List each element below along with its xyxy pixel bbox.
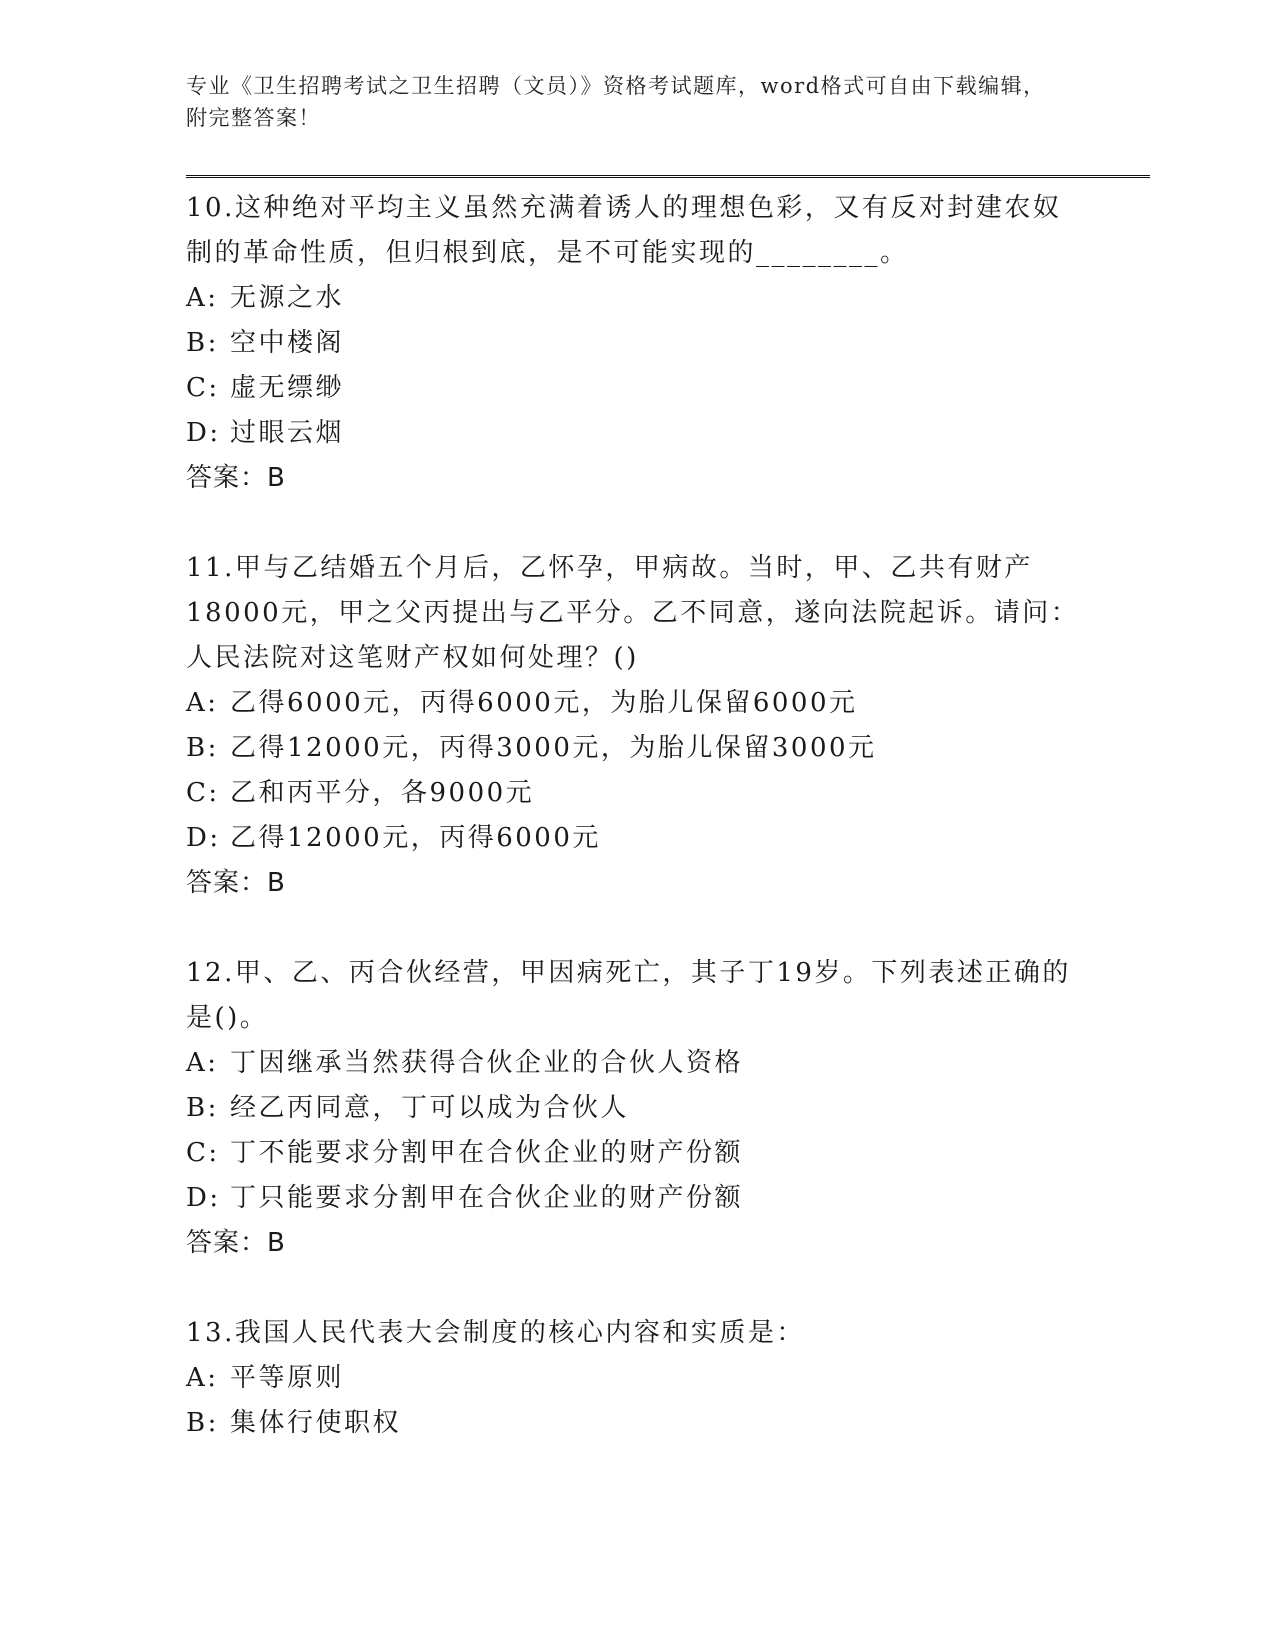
- option-letter: D:: [186, 823, 221, 853]
- option-letter: B:: [186, 1408, 219, 1438]
- option-a: [186, 1041, 1086, 1086]
- option-text: 乙和丙平分，各9000元: [230, 778, 535, 808]
- question-stem: 13.我国人民代表大会制度的核心内容和实质是：: [186, 1318, 805, 1348]
- option-a: [186, 681, 1086, 726]
- question-stem: 11.甲与乙结婚五个月后，乙怀孕，甲病故。当时，甲、乙共有财产18000元，甲之父丙提出与乙平分。乙不同意，遂向法院起诉。请问：人民法院对这笔财产权如何处理？(): [186, 553, 1080, 673]
- question-list: [186, 186, 1086, 1491]
- question-10: [186, 186, 1086, 501]
- answer-value: B: [267, 463, 286, 493]
- option-letter: C:: [186, 1138, 220, 1168]
- answer-line: [186, 456, 1086, 501]
- answer-value: B: [267, 1228, 286, 1258]
- answer-label: 答案：: [186, 868, 268, 898]
- option-text: 乙得12000元，丙得3000元，为胎儿保留3000元: [230, 733, 877, 763]
- answer-label: 答案：: [186, 463, 268, 493]
- option-text: 平等原则: [230, 1363, 345, 1393]
- option-letter: B:: [186, 328, 219, 358]
- option-text: 过眼云烟: [230, 418, 345, 448]
- question-13: [186, 1311, 1086, 1446]
- header-divider: [186, 175, 1150, 178]
- option-text: 经乙丙同意，丁可以成为合伙人: [230, 1093, 630, 1123]
- option-text: 乙得12000元，丙得6000元: [230, 823, 601, 853]
- question-stem: 12.甲、乙、丙合伙经营，甲因病死亡，其子丁19岁。下列表述正确的是()。: [186, 958, 1071, 1033]
- option-c: [186, 771, 1086, 816]
- option-b: [186, 1086, 1086, 1131]
- option-letter: C:: [186, 778, 220, 808]
- option-letter: A:: [186, 283, 219, 313]
- page-header: 专业《卫生招聘考试之卫生招聘（文员）》资格考试题库，word格式可自由下载编辑，附完整答案！: [186, 74, 1046, 130]
- option-letter: A:: [186, 688, 219, 718]
- option-letter: A:: [186, 1363, 219, 1393]
- option-letter: D:: [186, 1183, 221, 1213]
- option-text: 丁只能要求分割甲在合伙企业的财产份额: [230, 1183, 744, 1213]
- answer-line: [186, 1221, 1086, 1266]
- option-letter: C:: [186, 373, 220, 403]
- option-a: [186, 276, 1086, 321]
- option-b: [186, 321, 1086, 366]
- option-c: [186, 1131, 1086, 1176]
- option-text: 丁因继承当然获得合伙企业的合伙人资格: [230, 1048, 744, 1078]
- answer-line: [186, 861, 1086, 906]
- question-11: [186, 546, 1086, 906]
- option-text: 集体行使职权: [230, 1408, 402, 1438]
- option-text: 乙得6000元，丙得6000元，为胎儿保留6000元: [230, 688, 858, 718]
- option-text: 空中楼阁: [230, 328, 345, 358]
- option-letter: B:: [186, 1093, 219, 1123]
- option-letter: B:: [186, 733, 219, 763]
- option-b: [186, 726, 1086, 771]
- option-d: [186, 411, 1086, 456]
- option-text: 无源之水: [230, 283, 345, 313]
- option-text: 丁不能要求分割甲在合伙企业的财产份额: [230, 1138, 744, 1168]
- question-stem: 10.这种绝对平均主义虽然充满着诱人的理想色彩，又有反对封建农奴制的革命性质，但归根到底，是不可能实现的________。: [186, 193, 1062, 268]
- option-a: [186, 1356, 1086, 1401]
- option-text: 虚无缥缈: [230, 373, 345, 403]
- option-d: [186, 816, 1086, 861]
- option-d: [186, 1176, 1086, 1221]
- question-12: [186, 951, 1086, 1266]
- option-letter: D:: [186, 418, 221, 448]
- answer-value: B: [267, 868, 286, 898]
- option-c: [186, 366, 1086, 411]
- option-letter: A:: [186, 1048, 219, 1078]
- option-b: [186, 1401, 1086, 1446]
- answer-label: 答案：: [186, 1228, 268, 1258]
